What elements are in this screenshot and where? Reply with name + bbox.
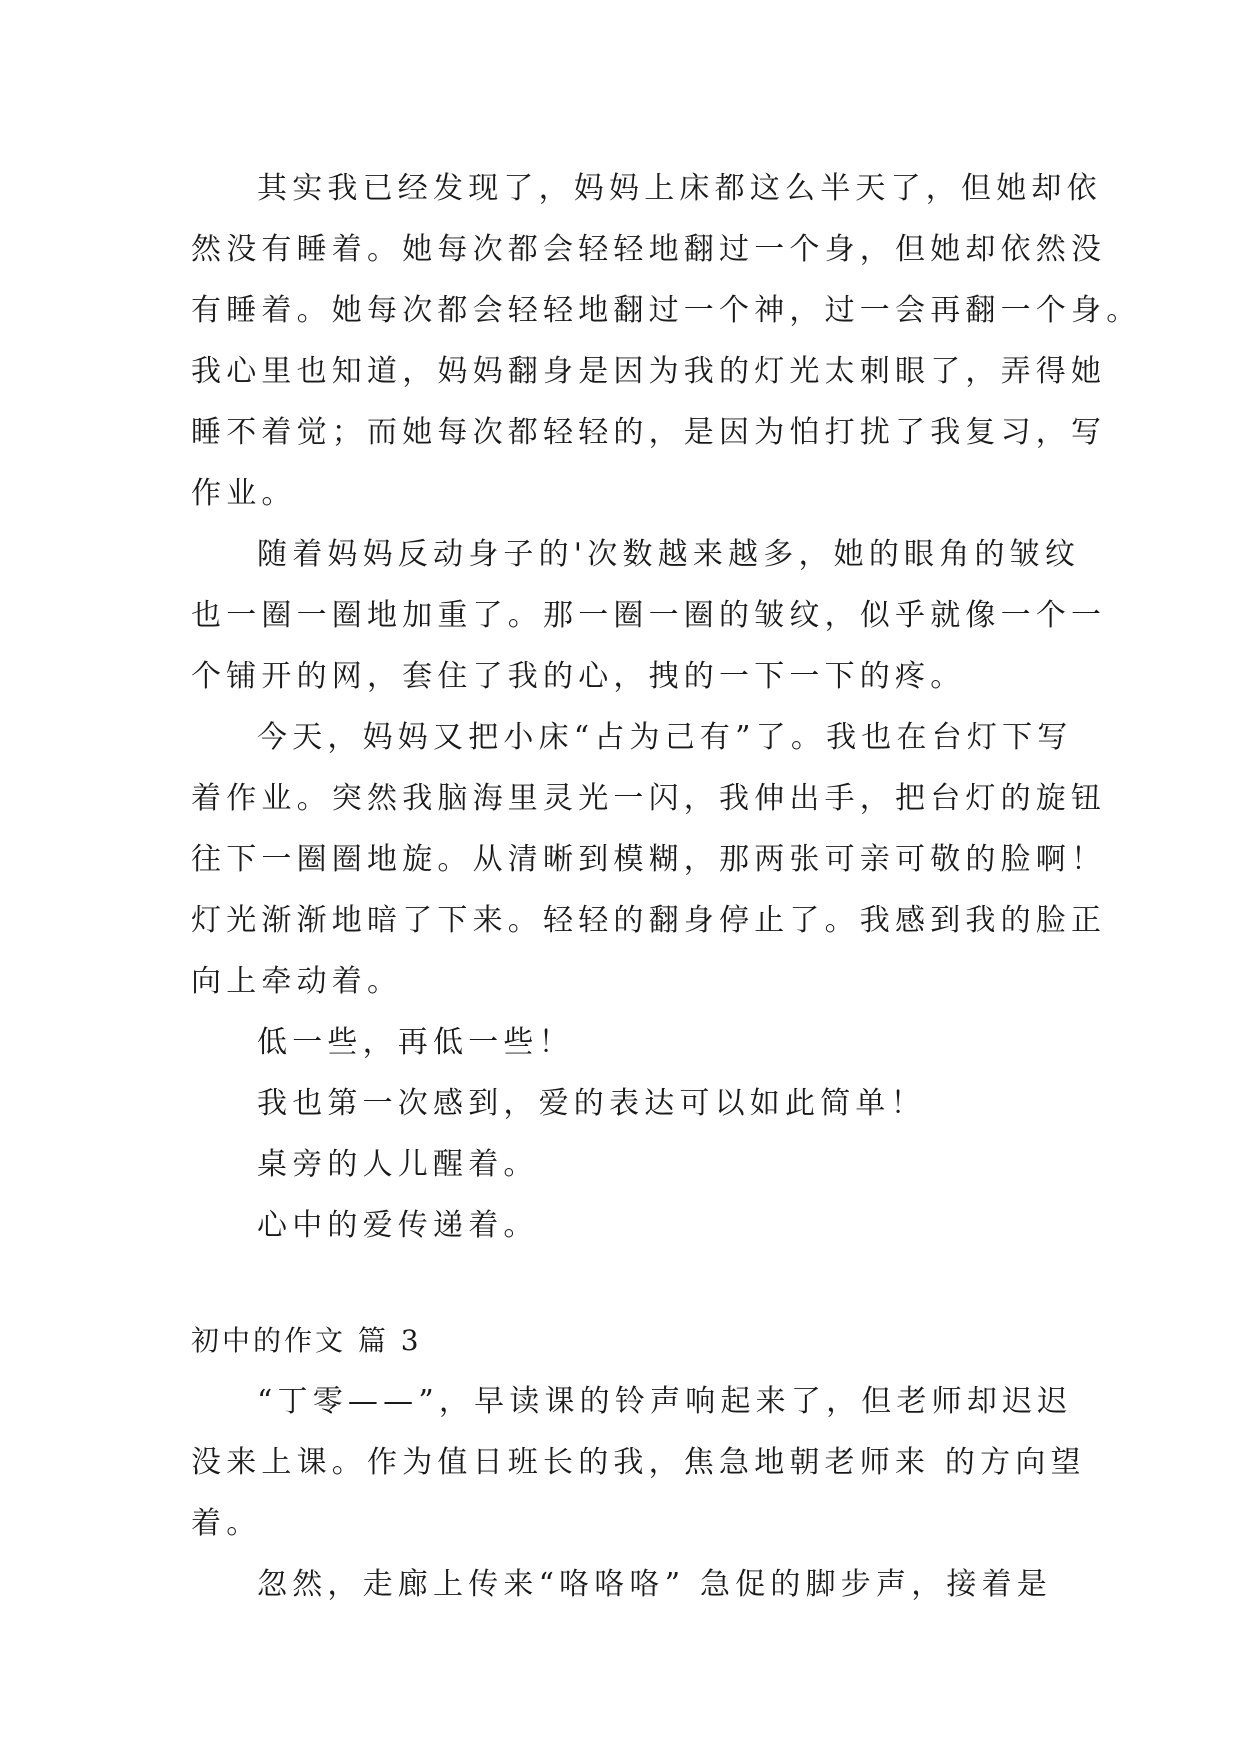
text-line: 忽然，走廊上传来“咯咯咯” 急促的脚步声，接着是 [257,1567,1053,1602]
paragraph [191,1073,1071,1134]
paragraph [191,524,1107,707]
paragraph [191,158,1142,524]
text-line: 然没有睡着。她每次都会轻轻地翻过一个身，但她却依然没 [191,232,1107,267]
text-line: 随着妈妈反动身子的'次数越来越多，她的眼角的皱纹 [257,537,1081,572]
paragraph [191,1371,1086,1554]
text-line: 灯光渐渐地暗了下来。轻轻的翻身停止了。我感到我的脸正 [191,903,1107,938]
text-line: 有睡着。她每次都会轻轻地翻过一个神，过一会再翻一个身。 [191,293,1142,328]
paragraph [191,1554,1071,1615]
paragraph [191,707,1107,1012]
text-line: “丁零——”，早读课的铃声响起来了，但老师却迟迟 [257,1384,1073,1419]
text-line: 我也第一次感到，爱的表达可以如此简单！ [257,1086,926,1121]
text-line: 今天，妈妈又把小床“占为己有”了。我也在台灯下写 [257,720,1073,755]
text-line: 低一些，再低一些！ [257,1025,574,1060]
text-line: 着作业。突然我脑海里灵光一闪，我伸出手，把台灯的旋钮 [191,781,1107,816]
text-line: 往下一圈圈地旋。从清晰到模糊，那两张可亲可敬的脸啊！ [191,842,1107,877]
text-line: 心中的爱传递着。 [257,1208,539,1243]
text-line: 睡不着觉；而她每次都轻轻的，是因为怕打扰了我复习，写 [191,415,1107,450]
text-line: 着。 [191,1506,262,1541]
section-heading: 初中的作文 篇 3 [191,1324,422,1357]
text-line: 也一圈一圈地加重了。那一圈一圈的皱纹，似乎就像一个一 [191,598,1107,633]
text-line: 其实我已经发现了，妈妈上床都这么半天了，但她却依 [257,171,1102,206]
text-line: 向上牵动着。 [191,964,403,999]
text-line: 我心里也知道，妈妈翻身是因为我的灯光太刺眼了，弄得她 [191,354,1107,389]
paragraph [191,1012,1071,1073]
paragraph [191,1195,1071,1256]
text-column [191,158,1142,1615]
text-line: 个铺开的网，套住了我的心，拽的一下一下的疼。 [191,659,966,694]
paragraph [191,1134,1071,1195]
text-line: 作业。 [191,476,297,511]
text-line: 没来上课。作为值日班长的我，焦急地朝老师来 的方向望 [191,1445,1086,1480]
text-line: 桌旁的人儿醒着。 [257,1147,539,1182]
